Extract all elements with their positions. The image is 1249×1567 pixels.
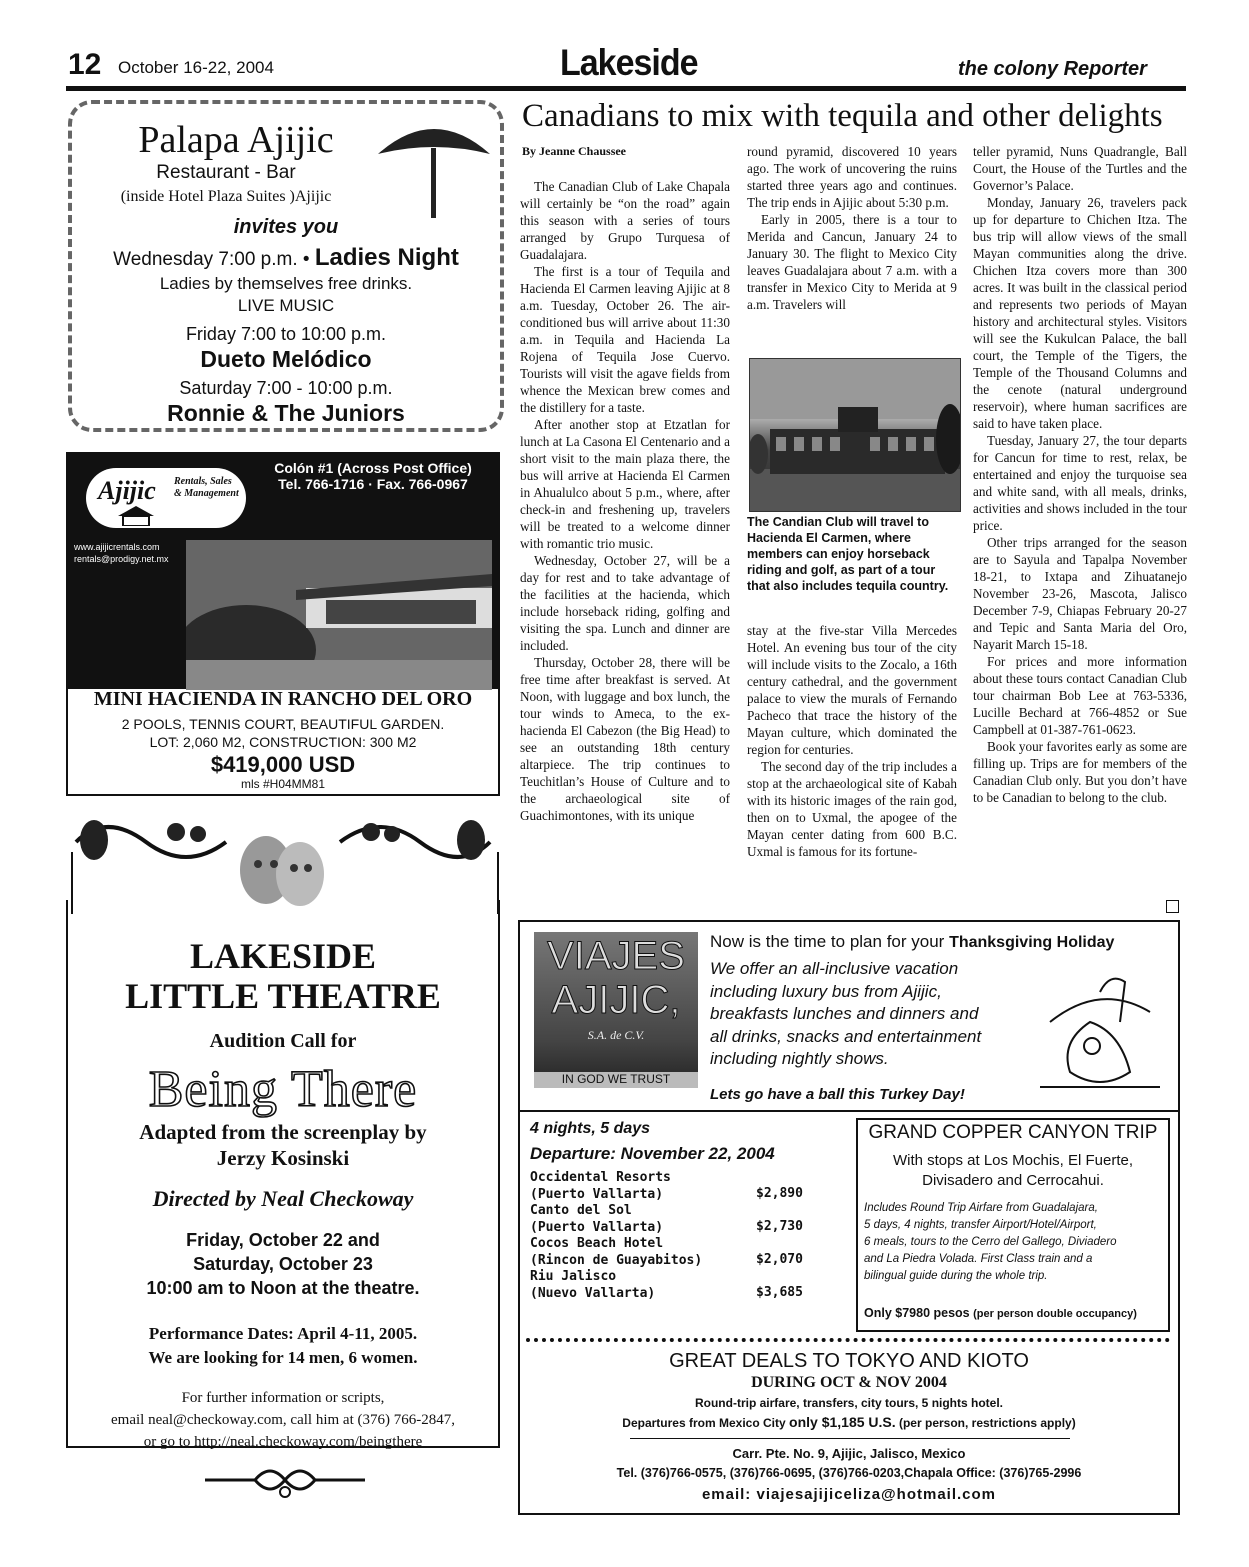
newspaper-brand: the colony Reporter: [958, 58, 1147, 80]
dotted-divider: [526, 1338, 1170, 1342]
issue-date: October 16-22, 2004: [118, 58, 274, 77]
viajes-logo-sa: S.A. de C.V.: [587, 1028, 645, 1042]
casting-needs: We are looking for 14 men, 6 women.: [148, 1348, 418, 1367]
photo-caption: The Candian Club will travel to Hacienda El Carmen, where members can enjoy horseback riding and golf, as part of a tour that also includes tequila country.: [747, 515, 949, 593]
tokyo-price-line: [520, 1414, 1178, 1430]
hotel-location: (Puerto Vallarta): [530, 1219, 664, 1235]
paragraph: Other trips arranged for the season are to Sayula and Tapalpa November 18-21, to Ixtapa and Zihuatanejo November 23-26, Mascota, Jalisco December 7-9, Chiapas February 20-27 and Tepic and Santa Maria del Oro, Nayarit March 15-18.: [973, 535, 1187, 652]
info-line-2: email neal@checkoway.com, call him at (376) 766-2847,: [111, 1412, 455, 1428]
paragraph: stay at the five-star Villa Mercedes Hotel. An evening bus tour of the city will include visits to the Zocalo, a 16th century cathedral, and the government palace to view the murals of Fernando Pacheco that trace the history of the Mayan culture, which dominated the region for centuries.: [747, 623, 957, 757]
tokyo-price: only $1,185 U.S.: [789, 1414, 896, 1430]
canyon-detail-line: Includes Round Trip Airfare from Guadalajara,: [864, 1202, 1098, 1214]
rentals-logo-subtitle: Rentals, Sales & Management: [174, 476, 239, 499]
audition-call: Audition Call for: [209, 1030, 357, 1052]
invites-you: invites you: [233, 216, 339, 238]
viajes-ajijic-ad: [518, 920, 1180, 1515]
paragraph: round pyramid, discovered 10 years ago. The work of uncovering the ruins started three years ago and continues. The trip ends in Ajijic about 5:30 p.m.: [747, 144, 957, 210]
contact-divider: [630, 1438, 1070, 1439]
promo-line: including nightly shows.: [710, 1049, 889, 1068]
end-of-story-icon: [1166, 900, 1179, 913]
header-rule: [66, 86, 1186, 91]
hotel-entry: [530, 1170, 830, 1203]
paragraph: Monday, January 26, travelers pack up for departure to Chichen Itza. The bus trip will allow views of the small Mayan communities along the drive. Chichen Itza covers more than 300 acres. It was built in the classical period and represents two periods of Mayan history and architectural styles. Visitors will see the Kukulcan Palace, the ball court, the Temple of the Tigers, the Temple of the Thousand Columns and the cenote (natural underground reservoir), where human sacrifices are said to have taken place.: [973, 195, 1187, 431]
hotel-price: $3,685: [756, 1285, 803, 1300]
audition-dates-1: Friday, October 22 and: [186, 1230, 380, 1250]
wednesday-detail: Ladies by themselves free drinks.: [159, 274, 413, 293]
restaurant-location: (inside Hotel Plaza Suites )Ajijic: [120, 188, 332, 205]
theatre-title-1: LAKESIDE: [189, 936, 377, 976]
hotel-entry: [530, 1269, 830, 1302]
canyon-details: [864, 1200, 1164, 1285]
wednesday-time: Wednesday 7:00 p.m. •: [113, 249, 310, 270]
viajes-logo-motto: IN GOD WE TRUST: [534, 1072, 698, 1088]
canyon-detail-line: and La Piedra Volada. First Class train and a: [864, 1253, 1093, 1265]
paragraph: The second day of the trip includes a stop at the archaeological site of Kabah with its historic images of the rain god, then on to Uxmal, the apogee of the Mayan center dating from 600 B.C. Uxmal is famous for its fortune-: [747, 759, 957, 859]
agency-address: Carr. Pte. No. 9, Ajijic, Jalisco, Mexico: [732, 1446, 966, 1461]
viajes-logo-line1: VIAJES: [547, 934, 685, 978]
hotel-entry: [530, 1203, 830, 1236]
tokyo-dates: DURING OCT & NOV 2004: [751, 1374, 947, 1391]
audition-dates-3: 10:00 am to Noon at the theatre.: [146, 1278, 420, 1298]
promo-line: breakfasts lunches and dinners and: [710, 1004, 979, 1023]
paragraph: For prices and more information about these tours contact Canadian Club tour chairman Bob Lee at 763-5336, Lucille Bechard at 766-4852 or Sue Campbell at 01-387-761-0623.: [973, 654, 1187, 737]
turkey-cartoon-icon: [1030, 962, 1170, 1102]
listing-mls: mls #H04MM81: [240, 777, 326, 791]
listing-price: $419,000 USD: [210, 752, 356, 777]
hotel-price-list: [530, 1170, 830, 1302]
page-number: 12: [68, 48, 102, 81]
hotel-location: (Puerto Vallarta): [530, 1186, 664, 1202]
canyon-price-line: [864, 1306, 1137, 1320]
promo-headline: [710, 932, 1114, 952]
viajes-logo: [534, 932, 698, 1088]
hotel-name: Occidental Resorts: [530, 1170, 671, 1185]
canyon-detail-line: 6 meals, tours to the Cerro del Gallego, Diviadero: [864, 1236, 1117, 1248]
rentals-phones: Tel. 766-1716 · Fax. 766-0967: [278, 476, 468, 492]
hacienda-house-photo: [186, 540, 492, 690]
paragraph: Thursday, October 28, there will be free time after breakfast is served. At Noon, with luggage and box lunch, the tour winds to Ameca, to the ex-hacienda El Cabezon (the Big Head) to see an outstanding 18th century altarpiece. The trip continues to Teuchitlan’s House of Culture and to the archaeological site of Guachimontones, with its unique: [520, 655, 730, 823]
promo-holiday: Thanksgiving Holiday: [949, 934, 1115, 951]
listing-features: 2 POOLS, TENNIS COURT, BEAUTIFUL GARDEN.: [121, 716, 445, 732]
promo-line: all drinks, snacks and entertainment: [710, 1026, 982, 1046]
paragraph: After another stop at Etzatlan for lunch at La Casona El Centenario and a short visit to the main plaza there, the bus will arrive at Hacienda El Carmen in Ahualulco about 5 p.m., where, after check-in and freshening up, travelers will be treated to a welcome dinner with romantic trio music.: [520, 417, 730, 551]
rentals-logo: [86, 468, 246, 528]
canyon-price: Only $7980 pesos: [864, 1306, 970, 1320]
theatre-masks-ornament: [66, 812, 500, 914]
rentals-address: Colón #1 (Across Post Office): [274, 460, 472, 476]
article-title: Canadians to mix with tequila and other delights: [522, 98, 1163, 134]
hacienda-photo: [749, 358, 961, 512]
palapa-ajijic-ad: [68, 100, 504, 432]
hacienda-building-image: [750, 359, 960, 511]
saturday-event: Ronnie & The Juniors: [167, 400, 405, 426]
paragraph: teller pyramid, Nuns Quadrangle, Ball Court, the House of the Turtles and the Governor’s Palace.: [973, 144, 1187, 193]
friday-event: Dueto Melódico: [200, 346, 372, 372]
copper-canyon-box: [856, 1118, 1170, 1332]
rentals-email: rentals@prodigy.net.mx: [74, 554, 169, 564]
promo-line: including luxury bus from Ajijic,: [710, 981, 942, 1001]
rentals-logo-text: Ajijic: [98, 476, 156, 505]
promo-lead: Now is the time to plan for your: [710, 932, 945, 951]
tokyo-from: Departures from Mexico City: [622, 1416, 786, 1430]
hotel-price: $2,730: [756, 1219, 803, 1234]
wednesday-event: Ladies Night: [314, 244, 459, 271]
play-title: Being There: [148, 1061, 418, 1118]
audition-dates-2: Saturday, October 23: [193, 1254, 373, 1274]
wednesday-line: [72, 244, 500, 272]
restaurant-subtitle: Restaurant - Bar: [156, 162, 296, 183]
hotel-name: Canto del Sol: [530, 1203, 632, 1218]
article-column-3: [973, 143, 1187, 917]
paragraph: The Canadian Club of Lake Chapala will certainly be “on the road” again this season with a series of tours arranged by Grupo Turquesa of Guadalajara.: [520, 179, 730, 262]
viajes-logo-line2: AJIJIC,: [551, 978, 681, 1022]
author: Jerzy Kosinski: [216, 1146, 350, 1170]
ajijic-rentals-ad: [66, 452, 500, 796]
paragraph: Wednesday, October 27, will be a day for rest and to take advantage of the facilities at the hacienda, which include horseback riding, golfing and visiting the spa. Lunch and dinner are included.: [520, 553, 730, 653]
agency-email: email: viajesajijiceliza@hotmail.com: [701, 1486, 997, 1503]
restaurant-name: Palapa Ajijic: [138, 119, 334, 161]
info-line-1: For further information or scripts,: [181, 1390, 385, 1406]
promo-line: We offer an all-inclusive vacation: [710, 959, 959, 978]
tokyo-includes: Round-trip airfare, transfers, city tours, 5 nights hotel.: [694, 1396, 1004, 1410]
section-title: Lakeside: [560, 42, 698, 84]
hotel-name: Cocos Beach Hotel: [530, 1236, 664, 1251]
scroll-ornament-icon: [200, 1462, 370, 1502]
paragraph: Early in 2005, there is a tour to Merida and Cancun, January 24 to January 30. The flight to Mexico City leaves Guadalajara about 7 a.m. with a transfer in Mexico City to Merida at 9 a.m. Travelers will: [747, 212, 957, 312]
info-line-3: or go to http://neal.checkoway.com/beingthere: [143, 1434, 423, 1450]
article-column-2-continued: [747, 622, 957, 916]
tokyo-title: GREAT DEALS TO TOKYO AND KIOTO: [669, 1350, 1029, 1372]
canyon-detail-line: 5 days, 4 nights, transfer Airport/Hotel/Airport,: [864, 1219, 1097, 1231]
section-divider: [520, 1110, 1178, 1112]
package-duration: 4 nights, 5 days: [530, 1120, 651, 1137]
article-column-1: [520, 178, 730, 916]
package-departure: Departure: November 22, 2004: [530, 1144, 775, 1163]
agency-phones: Tel. (376)766-0575, (376)766-0695, (376)766-0203,Chapala Office: (376)765-2996: [616, 1466, 1082, 1480]
rentals-website: www.ajijicrentals.com: [74, 542, 160, 552]
hotel-price: $2,890: [756, 1186, 803, 1201]
canyon-detail-line: bilingual guide during the whole trip.: [864, 1270, 1048, 1282]
theatre-title-2: LITTLE THEATRE: [125, 976, 441, 1016]
hotel-price: $2,070: [756, 1252, 803, 1267]
adapted-from: Adapted from the screenplay by: [139, 1120, 427, 1144]
saturday-time: Saturday 7:00 - 10:00 p.m.: [179, 378, 393, 398]
listing-sizes: LOT: 2,060 M2, CONSTRUCTION: 300 M2: [149, 734, 417, 750]
hotel-name: Riu Jalisco: [530, 1269, 617, 1284]
friday-time: Friday 7:00 to 10:00 p.m.: [185, 324, 387, 344]
canyon-stops-1: With stops at Los Mochis, El Fuerte,: [892, 1152, 1134, 1169]
promo-body: [710, 958, 981, 1071]
house-icon: [116, 504, 156, 526]
tokyo-note: (per person, restrictions apply): [898, 1416, 1076, 1430]
hotel-location: (Nuevo Vallarta): [530, 1285, 656, 1301]
article-byline: By Jeanne Chaussee: [522, 144, 627, 158]
performance-dates: Performance Dates: April 4-11, 2005.: [148, 1324, 418, 1343]
live-music: LIVE MUSIC: [237, 296, 335, 315]
hotel-entry: [530, 1236, 830, 1269]
hotel-location: (Rincon de Guayabitos): [530, 1252, 703, 1268]
canyon-stops-2: Divisadero and Cerrocahui.: [922, 1172, 1104, 1189]
director: Directed by Neal Checkoway: [152, 1186, 414, 1211]
paragraph: Book your favorites early as some are filling up. Trips are for members of the Canadian Club only. But you don’t have to be Canadian to belong to the club.: [973, 739, 1187, 805]
canyon-price-note: (per person double occupancy): [973, 1308, 1137, 1320]
promo-tagline: Lets go have a ball this Turkey Day!: [710, 1086, 965, 1103]
canyon-title: GRAND COPPER CANYON TRIP: [868, 1122, 1158, 1143]
article-column-2: [747, 143, 957, 313]
listing-headline: MINI HACIENDA IN RANCHO DEL ORO: [93, 688, 473, 710]
paragraph: The first is a tour of Tequila and Hacienda El Carmen leaving Ajijic at 8 a.m. Tuesday, October 26. The air-conditioned bus will arrive about 11:30 a.m. in Tequila and Hacienda La Rojena of Tequila Jose Cuervo. Tourists will visit the agave fields from whence the Mexican brew comes and the distillery for a taste.: [520, 264, 730, 415]
paragraph: Tuesday, January 27, the tour departs for Cancun for time to rest, relax, be entertained and enjoy the turquoise sea and white sand, with all meals, drinks, activities and shows included in the tour price.: [973, 433, 1187, 533]
